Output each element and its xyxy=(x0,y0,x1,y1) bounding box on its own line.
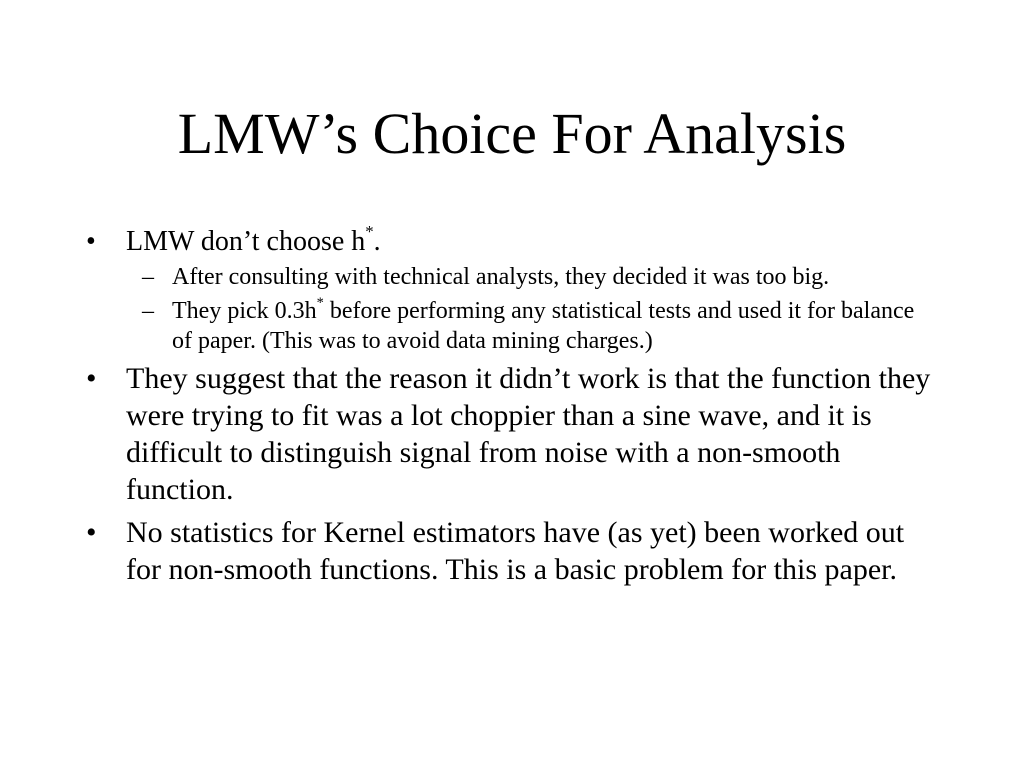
slide-body xyxy=(84,224,934,594)
bullet-item xyxy=(84,360,934,508)
sub-bullet-list xyxy=(84,262,934,356)
sub-bullet-item xyxy=(84,296,934,356)
bullet-marker: • xyxy=(86,362,97,395)
superscript: * xyxy=(316,294,324,311)
bullet-item xyxy=(84,224,934,260)
superscript: * xyxy=(365,222,374,242)
bullet-marker: • xyxy=(86,226,96,257)
bullet-text: They suggest that the reason it didn’t work is that the function they were trying to fit was a lot choppier than a sine wave, and it is difficult to distinguish signal from noise with a non-smooth function. xyxy=(126,362,931,506)
dash-marker: – xyxy=(142,264,154,290)
slide-title: LMW’s Choice For Analysis xyxy=(177,101,847,166)
sub-bullet-item xyxy=(84,262,934,292)
bullet-marker: • xyxy=(86,516,97,549)
sub-bullet-text: After consulting with technical analysts, they decided it was too big. xyxy=(172,264,830,290)
bullet-item xyxy=(84,514,934,588)
dash-marker: – xyxy=(142,298,154,324)
bullet-text: No statistics for Kernel estimators have (as yet) been worked out for non-smooth functions. This is a basic problem for this paper. xyxy=(126,516,905,586)
sub-bullet-text: They pick 0.3h* before performing any statistical tests and used it for balance of paper. (This was to avoid data mining charges.) xyxy=(172,294,915,354)
bullet-text: LMW don’t choose h*. xyxy=(126,222,381,257)
